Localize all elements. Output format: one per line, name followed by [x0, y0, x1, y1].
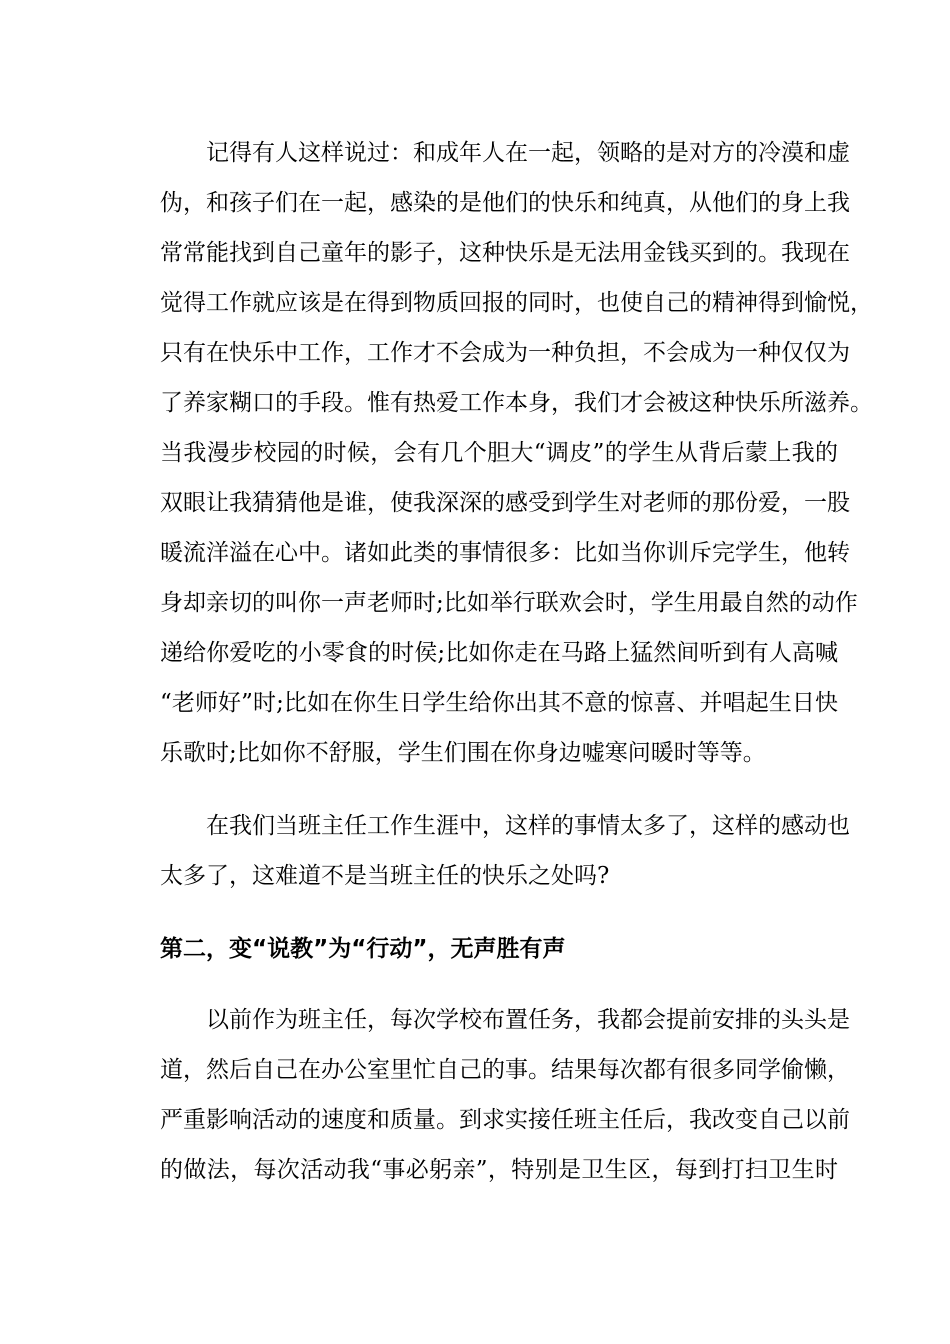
paragraph-1-line: 递给你爱吃的小零食的时侯;比如你走在马路上猛然间听到有人高喊: [160, 640, 838, 666]
paragraph-1: [114, 128, 873, 778]
paragraph-spacer: [114, 974, 838, 995]
paragraph-1-line: 身却亲切的叫你一声老师时;比如举行联欢会时，学生用最自然的动作: [160, 590, 858, 616]
paragraph-1-line: 觉得工作就应该是在得到物质回报的同时，也使自己的精神得到愉悦，: [160, 290, 873, 316]
paragraph-1-line: 常常能找到自己童年的影子，这种快乐是无法用金钱买到的。我现在: [160, 240, 850, 266]
paragraph-3-line: 的做法，每次活动我“事必躬亲”，特别是卫生区，每到打扫卫生时: [160, 1157, 838, 1183]
paragraph-1-line: 当我漫步校园的时候，会有几个胆大“调皮”的学生从背后蒙上我的: [160, 440, 838, 466]
paragraph-1-line: 伪，和孩子们在一起，感染的是他们的快乐和纯真，从他们的身上我: [160, 190, 850, 216]
paragraph-1-line: 只有在快乐中工作，工作才不会成为一种负担，不会成为一种仅仅为: [160, 340, 850, 366]
paragraph-3: [114, 995, 850, 1195]
document-body: [114, 128, 873, 1195]
paragraph-3-line: 以前作为班主任，每次学校布置任务，我都会提前安排的头头是: [206, 1007, 850, 1033]
paragraph-1-line: 记得有人这样说过：和成年人在一起，领略的是对方的冷漠和虚: [206, 140, 850, 166]
paragraph-3-line: 严重影响活动的速度和质量。到求实接任班主任后，我改变自己以前: [160, 1107, 850, 1133]
paragraph-1-line: 了养家糊口的手段。惟有热爱工作本身，我们才会被这种快乐所滋养。: [160, 390, 873, 416]
section-heading: 第二，变“说教”为“行动”，无声胜有声: [160, 936, 566, 962]
paragraph-2: [114, 801, 850, 901]
paragraph-1-line: 暖流洋溢在心中。诸如此类的事情很多：比如当你训斥完学生，他转: [160, 540, 850, 566]
paragraph-spacer: [114, 778, 838, 801]
paragraph-2-line: 太多了，这难道不是当班主任的快乐之处吗?: [160, 863, 610, 889]
paragraph-2-line: 在我们当班主任工作生涯中，这样的事情太多了，这样的感动也: [206, 813, 850, 839]
paragraph-spacer: [114, 901, 838, 924]
paragraph-3-line: 道，然后自己在办公室里忙自己的事。结果每次都有很多同学偷懒，: [160, 1057, 850, 1083]
paragraph-1-line: 双眼让我猜猜他是谁，使我深深的感受到学生对老师的那份爱，一股: [160, 490, 850, 516]
paragraph-1-line: 乐歌时;比如你不舒服，学生们围在你身边嘘寒问暖时等等。: [160, 740, 766, 766]
paragraph-1-line: “老师好”时;比如在你生日学生给你出其不意的惊喜、并唱起生日快: [160, 690, 838, 716]
